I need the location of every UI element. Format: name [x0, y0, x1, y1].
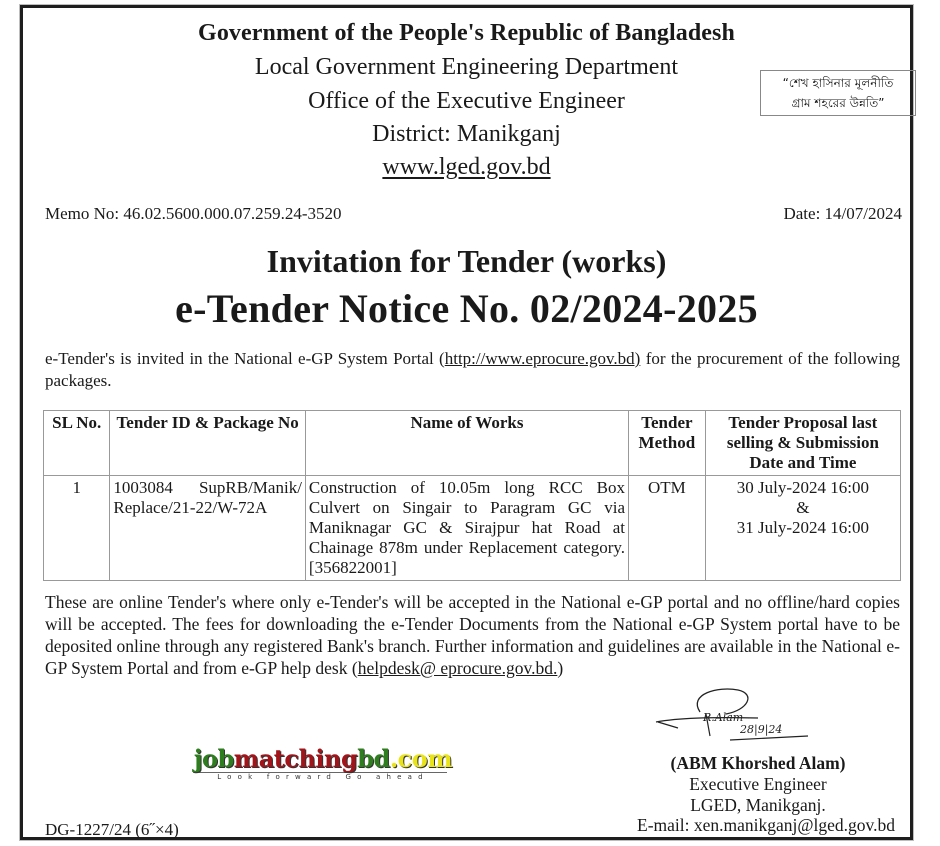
office-heading: Office of the Executive Engineer [308, 88, 625, 114]
header-tender-id: Tender ID & Package No [110, 411, 306, 476]
signatory-office: LGED, Manikganj. [690, 795, 826, 815]
signatory-email[interactable]: E-mail: xen.manikganj@lged.gov.bd [637, 815, 895, 835]
government-heading: Government of the People's Republic of Bangladesh [198, 20, 735, 46]
slogan-line-2: গ্রাম শহরের উন্নতি” [791, 96, 885, 110]
tender-table [43, 410, 901, 581]
cell-submission-date [705, 476, 900, 581]
intro-text-after: for the procurement of the following packages. [45, 349, 900, 390]
department-heading: Local Government Engineering Department [254, 54, 679, 80]
memo-number: Memo No: 46.02.5600.000.07.259.24-3520 [45, 204, 342, 223]
jobmatchingbd-logo [193, 746, 453, 782]
logo-tagline: Look forward Go ahead [199, 772, 447, 782]
intro-paragraph [45, 348, 900, 392]
cell-tender-id: 1003084 SupRB/Manik/ Replace/21-22/W-72A [110, 476, 306, 581]
logo-wordmark: jobmatchingbd.com [193, 744, 453, 773]
header-sl-no: SL No. [44, 411, 110, 476]
signatory-designation: Executive Engineer [689, 774, 827, 794]
district-heading: District: Manikganj [372, 121, 561, 147]
svg-text:28|9|24: 28|9|24 [740, 723, 783, 736]
helpdesk-email-link[interactable]: helpdesk@ eprocure.gov.bd. [357, 658, 558, 678]
eprocure-link[interactable]: http://www.eprocure.gov.bd) [444, 349, 641, 368]
intro-text-before: e-Tender's is invited in the National e-GP System Portal ( [45, 349, 445, 368]
handwritten-signature-icon [648, 684, 838, 746]
instructions-close: ) [557, 658, 564, 678]
signatory-block [613, 753, 903, 816]
slogan-line-1: “শেখ হাসিনার মূলনীতি [782, 76, 894, 90]
table-row [44, 476, 901, 581]
memo-date: Date: 14/07/2024 [783, 204, 902, 223]
slogan-box [760, 70, 916, 116]
table-header-row [44, 411, 901, 476]
website-link[interactable]: www.lged.gov.bd [382, 154, 551, 180]
instructions-text: These are online Tender's where only e-Tender's will be accepted in the National e-GP portal and no offline/hard copies will be accepted. The fees for downloading the e-Tender Documents from the National e-GP System portal have to be deposited online through any registered Bank's branch. Further information and guidelines are available in the National e-GP System Portal and from e-GP help desk ( [45, 592, 900, 678]
cell-name-of-works: Construction of 10.05m long RCC Box Culvert on Singair to Paragram GC via Maniknagar GC & Sirajpur hat Road at Chainage 878m under Replacement category. [356822001] [305, 476, 628, 581]
cell-tender-method: OTM [629, 476, 706, 581]
header-submission-date: Tender Proposal last selling & Submission Date and Time [705, 411, 900, 476]
invitation-title: Invitation for Tender (works) [266, 243, 667, 279]
notice-frame [20, 5, 913, 840]
header-tender-method: Tender Method [629, 411, 706, 476]
dg-reference: DG-1227/24 (6˝×4) [45, 820, 179, 839]
instructions-paragraph [45, 591, 900, 679]
date-submission: 31 July-2024 16:00 [736, 518, 869, 537]
date-ampersand: & [796, 498, 810, 517]
signature-image [648, 684, 838, 746]
signatory-name: (ABM Khorshed Alam) [670, 753, 846, 773]
date-selling: 30 July-2024 16:00 [736, 478, 869, 497]
header-name-of-works: Name of Works [305, 411, 628, 476]
website-line [23, 154, 910, 181]
cell-sl-no: 1 [44, 476, 110, 581]
svg-text:R.Alam: R.Alam [703, 711, 744, 724]
notice-title: e-Tender Notice No. 02/2024-2025 [175, 286, 758, 331]
